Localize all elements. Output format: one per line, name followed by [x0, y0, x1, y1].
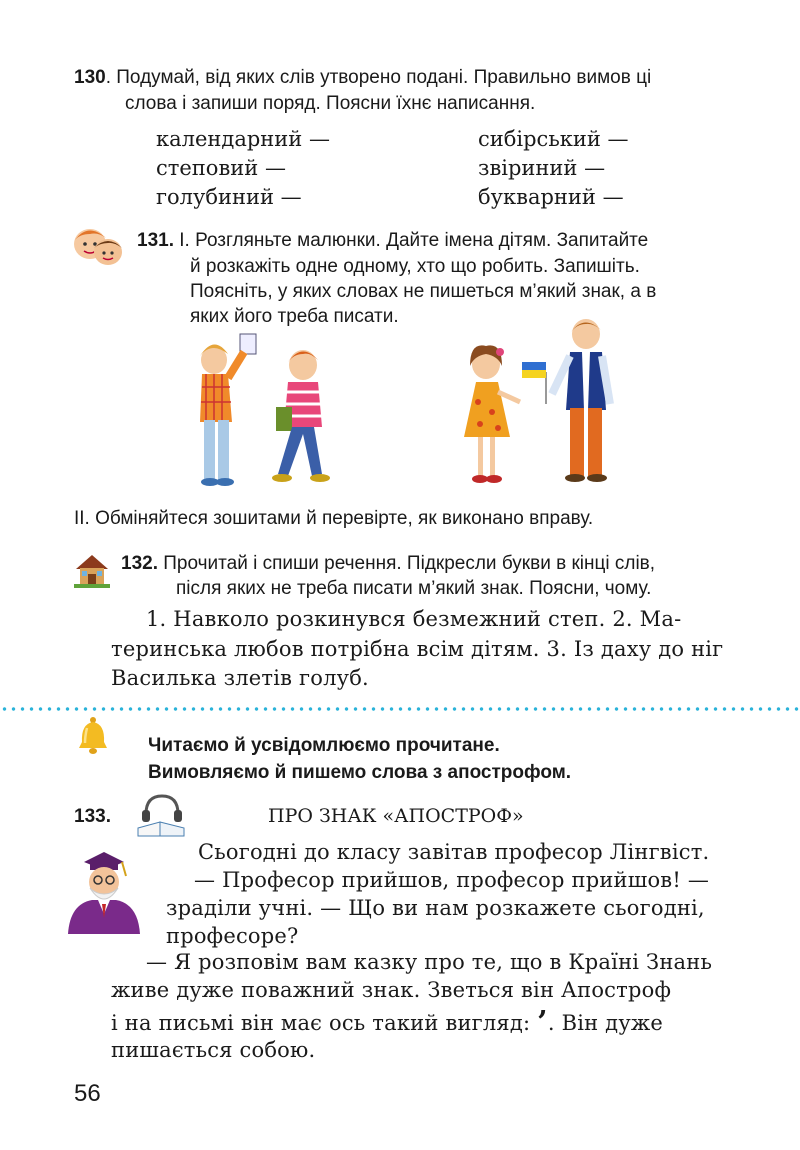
ex132-number: 132. — [121, 553, 158, 574]
ex133-line-6: живе дуже поважний знак. Зветься він Апостроф — [111, 978, 672, 1002]
listening-book-icon — [134, 794, 186, 838]
ex130-word-2: степовий — — [156, 156, 286, 180]
ex131-number: 131. — [137, 230, 174, 251]
ex130-word-3: голубиний — — [156, 185, 302, 209]
section-divider — [0, 707, 800, 711]
ex133-line-7-text: і на письмі він має ось такий вигляд: — [111, 1011, 531, 1035]
ex132-sentence-2: теринська любов потрібна всім дітям. 3. Із даху до ніг — [111, 637, 724, 661]
ex132-line2: після яких не треба писати м’який знак. Поясни, чому. — [176, 578, 652, 599]
ex131-line2: й розкажіть одне одному, хто що робить. Запишіть. — [190, 256, 640, 277]
ex133-line-4: професоре? — [166, 924, 299, 948]
ex130-line2: слова і запиши поряд. Поясни їхнє написання. — [125, 93, 536, 114]
ex130-line1 — [74, 66, 651, 90]
ex133-line-5: — Я розповім вам казку про те, що в Країні Знань — [146, 950, 713, 974]
pair-work-icon — [70, 224, 126, 268]
ex133-title: ПРО ЗНАК «АПОСТРОФ» — [268, 805, 524, 827]
ex133-line-8: пишається собою. — [111, 1038, 316, 1062]
boy-in-vest — [552, 319, 610, 482]
ex132-sentence-3: Василька злетів голуб. — [111, 666, 369, 690]
ex133-line-2: — Професор прийшов, професор прийшов! — — [194, 868, 710, 892]
ex130-number: 130 — [74, 67, 106, 88]
bell-icon — [76, 716, 110, 756]
topic-line-2: Вимовляємо й пишемо слова з апострофом. — [148, 762, 572, 783]
ex131-part2: ІІ. Обміняйтеся зошитами й перевірте, як виконано вправу. — [74, 508, 594, 529]
ex130-word-5: звіриний — — [478, 156, 606, 180]
ex131-text-1: І. Розгляньте малюнки. Дайте імена дітям. Запитайте — [179, 230, 649, 251]
ex130-word-4: сибірський — — [478, 127, 629, 151]
ex132-line1 — [121, 552, 655, 576]
ex130-text: . Подумай, від яких слів утворено подані. Правильно вимов ці — [105, 67, 652, 88]
ex131-line1 — [137, 229, 648, 253]
ex133-line-3: зраділи учні. — Що ви нам розкажете сьогодні, — [166, 896, 705, 920]
ex131-line4: яких його треба писати. — [190, 306, 399, 327]
ex132-text-1: Прочитай і спиши речення. Підкресли букви в кінці слів, — [163, 553, 656, 574]
ex133-line-7-end: . Він дуже — [547, 1011, 664, 1035]
children-illustration — [180, 312, 640, 492]
ex133-number: 133. — [74, 806, 111, 827]
apostrophe-mark: ’ — [537, 1005, 548, 1040]
ex133-line-1: Сьогодні до класу завітав професор Лінгвіст. — [198, 840, 710, 864]
ex132-sentence-1: 1. Навколо розкинувся безмежний степ. 2. Ма- — [146, 607, 682, 631]
ex131-line3: Поясніть, у яких словах не пишеться м’який знак, а в — [190, 281, 657, 302]
page-number: 56 — [74, 1080, 101, 1107]
topic-line-1: Читаємо й усвідомлюємо прочитане. — [148, 735, 500, 756]
girl-with-flag — [464, 345, 546, 483]
boy-with-card — [200, 334, 256, 486]
ex130-word-6: букварний — — [478, 185, 624, 209]
ex133-line-7 — [111, 1005, 664, 1040]
boy-with-book — [272, 350, 330, 482]
professor-icon — [62, 848, 142, 936]
ex130-word-1: календарний — — [156, 127, 330, 151]
homework-house-icon — [74, 552, 110, 588]
